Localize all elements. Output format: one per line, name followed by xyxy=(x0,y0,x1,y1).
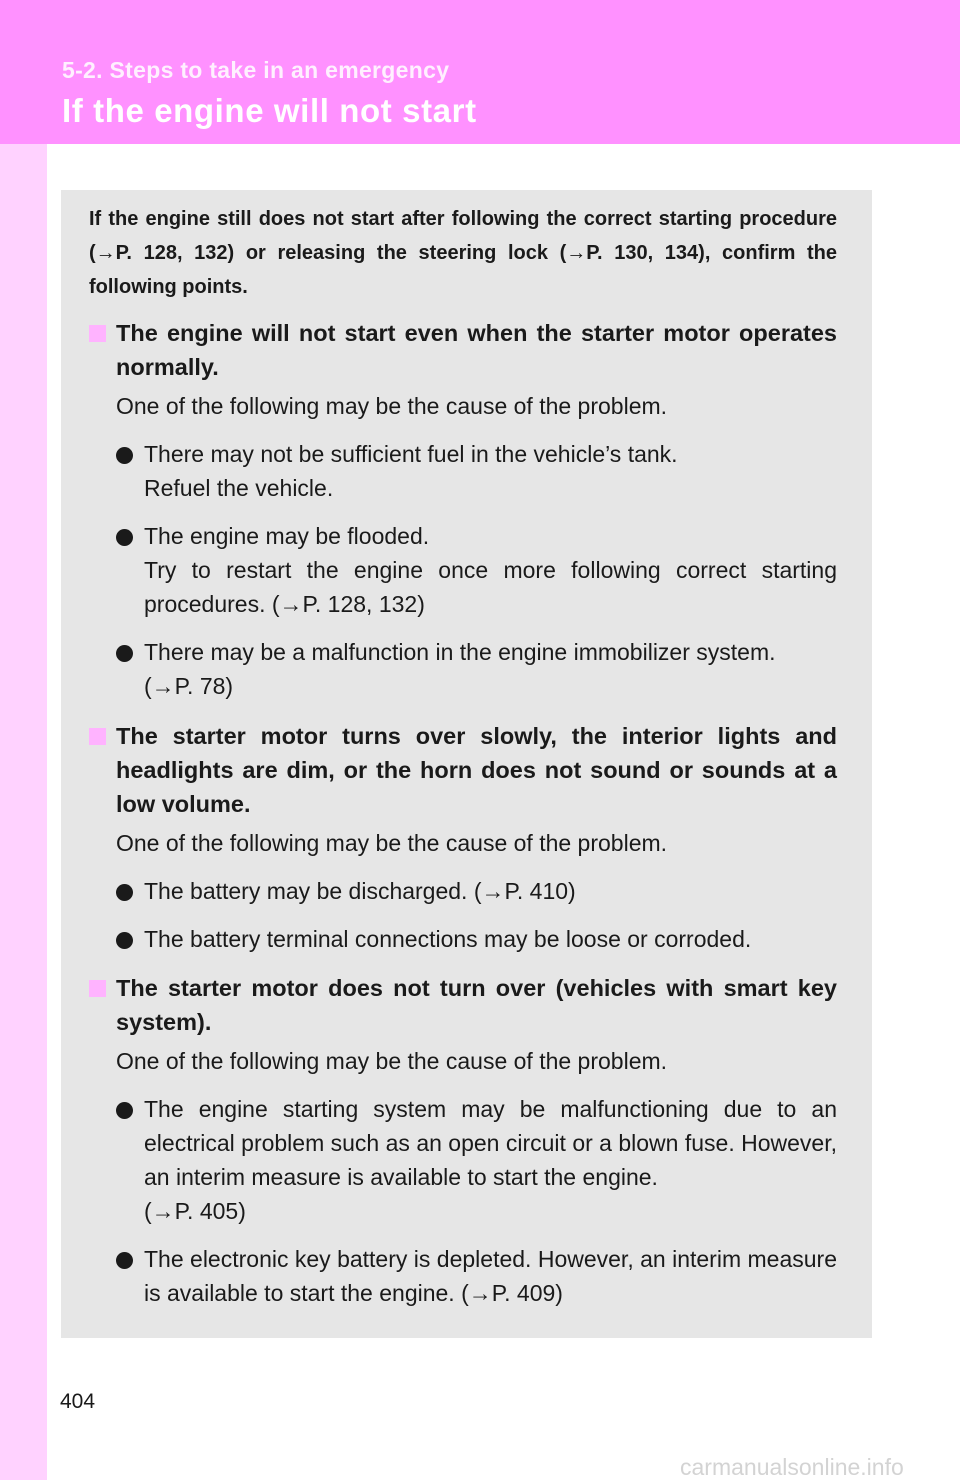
section-starter-slow xyxy=(89,719,837,956)
section-lead: One of the following may be the cause of the problem. xyxy=(116,1048,668,1074)
bullet-dot-icon xyxy=(116,932,133,949)
list-item xyxy=(116,635,837,703)
bullet-text: The engine starting system may be malfunctioning due to an electrical problem such as an open circuit or a blown fuse. However, an interim measure is available to start the engine. xyxy=(144,1096,837,1190)
section-label: 5-2. Steps to take in an emergency xyxy=(62,57,450,83)
square-bullet-icon xyxy=(89,325,106,342)
section-heading-text: The starter motor turns over slowly, the interior lights and headlights are dim, or the horn does not sound or sounds at a low volume. xyxy=(116,723,837,817)
bullet-dot-icon xyxy=(116,447,133,464)
bullet-text: There may not be sufficient fuel in the vehicle’s tank. xyxy=(144,441,678,467)
page-title: If the engine will not start xyxy=(62,92,477,129)
side-color-strip xyxy=(0,144,47,1480)
bullet-text: The battery may be discharged. (→P. 410) xyxy=(144,878,576,904)
list-item xyxy=(116,922,837,956)
square-bullet-icon xyxy=(89,980,106,997)
bullet-dot-icon xyxy=(116,1102,133,1119)
list-item xyxy=(116,519,837,621)
bullet-dot-icon xyxy=(116,884,133,901)
section-lead: One of the following may be the cause of the problem. xyxy=(116,393,668,419)
intro-text: If the engine still does not start after following the correct starting procedure (→P. 128, 132) or releasing the steering lock (→P. 130, 134), confirm the following points. xyxy=(89,208,837,298)
section-engine-not-start xyxy=(89,316,837,703)
bullet-text: The battery terminal connections may be loose or corroded. xyxy=(144,926,752,952)
bullet-text: The engine may be flooded. xyxy=(144,523,430,549)
bullet-text: There may be a malfunction in the engine immobilizer system. xyxy=(144,639,776,665)
bullet-dot-icon xyxy=(116,1252,133,1269)
bullet-subtext: Refuel the vehicle. xyxy=(144,475,334,501)
bullet-subtext: (→P. 405) xyxy=(144,1198,246,1224)
bullet-text: The electronic key battery is depleted. However, an interim measure is available to start the engine. (→P. 409) xyxy=(144,1246,837,1306)
square-bullet-icon xyxy=(89,728,106,745)
section-starter-no-turn xyxy=(89,971,837,1310)
list-item xyxy=(116,874,837,908)
bullet-dot-icon xyxy=(116,645,133,662)
list-item xyxy=(116,437,837,505)
page-number: 404 xyxy=(60,1390,96,1413)
bullet-subtext: Try to restart the engine once more following correct starting procedures. (→P. 128, 132) xyxy=(144,557,837,617)
list-item xyxy=(116,1242,837,1310)
list-item xyxy=(116,1092,837,1228)
section-heading xyxy=(89,971,837,1039)
section-heading-text: The starter motor does not turn over (vehicles with smart key system). xyxy=(116,975,837,1035)
section-heading xyxy=(89,316,837,384)
bullet-dot-icon xyxy=(116,529,133,546)
section-lead: One of the following may be the cause of the problem. xyxy=(116,830,668,856)
bullet-subtext: (→P. 78) xyxy=(144,673,234,699)
watermark-text: carmanualsonline.info xyxy=(680,1454,904,1480)
section-heading xyxy=(89,719,837,821)
section-heading-text: The engine will not start even when the starter motor operates normally. xyxy=(116,320,837,380)
